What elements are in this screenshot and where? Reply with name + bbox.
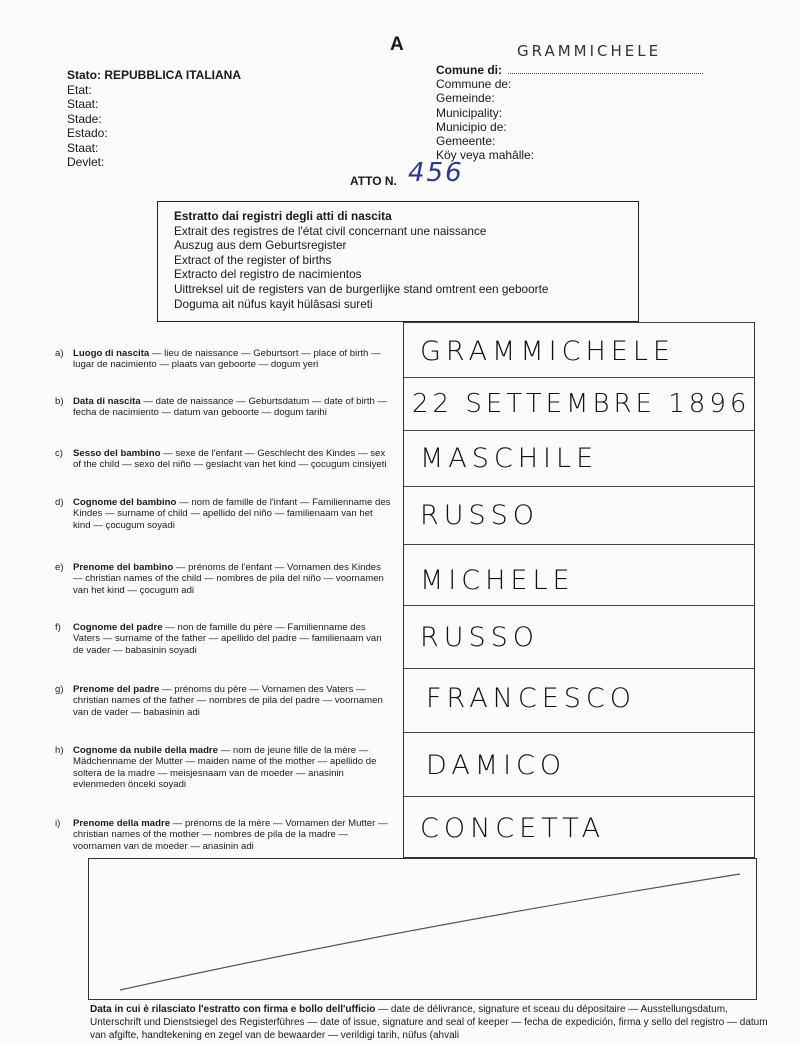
comune-translation: Municipio de: [436,119,507,134]
stato-translation: Staat: [67,97,99,111]
atto-number: 456 [408,158,464,188]
extract-line: Uittreksel uit de registers van de burgerlijke stand omtrent een geboorte [174,281,549,296]
field-label-mother-maiden: h) Cognome da nubile della madre — nom de jeune fille de la mère — Mädchenname der Mutter — maiden name of the mother — apellido de soltera de la madre — meisjesnaam van de moeder — anasinin evlenmeden önceki soyadi [55,745,377,790]
value-birthplace: GRAMMICHELE [420,336,675,367]
field-label-birthdate: b) Data di nascita — date de naissance — Geburtsdatum — date of birth — fecha de nacimiento — datum van geboorte — dogum tarihi [55,396,388,419]
row-divider [404,430,754,431]
value-father-surname: RUSSO [420,622,540,653]
stato-translation: Stade: [67,111,102,126]
row-divider [404,486,754,487]
extract-line: Extrait des registres de l'état civil concernant une naissance [174,223,487,238]
stato-translation: Etat: [67,82,92,97]
field-label-child-name: e) Prenome del bambino — prénoms de l'enfant — Vornamen des Kindes — christian names of the child — nombres de pila del niño — voornamen van het kind — çocugum adi [55,562,384,596]
comune-block [436,63,703,162]
comune-translation: Commune de: [436,77,512,92]
extract-line: Doguma ait nüfus kayit hülâsasi sureti [174,296,373,311]
stato-translation: Devlet: [67,155,105,169]
row-divider [404,668,754,669]
field-label-birthplace: a) Luogo di nascita — lieu de naissance — Geburtsort — place of birth — lugar de nacimiento — plaats van geboorte — dogum yeri [55,348,381,371]
row-divider [404,544,754,545]
field-label-mother-name: i) Prenome della madre — prénoms de la mère — Vornamen der Mutter — christian names of the mother — nombres de pila de la madre — voornamen van de moeder — anasinin adi [55,818,388,852]
comune-label: Comune di: [436,63,502,77]
row-divider [404,732,754,733]
extract-line: Auszug aus dem Geburtsregister [174,238,347,253]
field-label-sex: c) Sesso del bambino — sexe de l'enfant — Geschlecht des Kindes — sex of the child — sexo del niño — geslacht van het kind — çocugum cinsiyeti [55,448,387,471]
stato-label: Stato: [67,68,101,82]
issue-date-label: Data in cui è rilasciato l'estratto con firma e bollo dell'ufficio — date de délivrance, signature et sceau du dépositaire — Ausstellungsdatum, Unterschrift und Dienstsiegel des Registerführes — date of issue, signature and seal of keeper — fecha de expedición, firma y sello del registro — datum van afgifte, handtekening en zegel van de bewaarder — verildigi tarih, nüfus (ahvali [90,1004,768,1041]
comune-handwritten: GRAMMICHELE [517,42,662,60]
value-mother-name: CONCETTA [420,813,606,844]
form-letter: A [390,34,404,55]
extract-line: Extract of the register of births [174,252,332,267]
comune-translation: Municipality: [436,105,503,120]
atto-label: ATTO N. [350,174,397,188]
row-divider [404,796,754,797]
extract-line: Extracto del registro de nacimientos [174,267,362,282]
comune-translation: Gemeente: [436,134,496,149]
stato-block [67,68,241,170]
field-label-father-name: g) Prenome del padre — prénoms du père — Vornamen des Vaters — christian names of the father — nombres de pila del padre — voornamen van de vader — babasinin adi [55,684,383,718]
field-label-child-surname: d) Cognome del bambino — nom de famille de l'infant — Familienname des Kindes — surname of child — apellido del niño — familienaam van het kind — çocugum soyadi [55,497,391,531]
field-label-father-surname: f) Cognome del padre — non de famille du père — Familienname des Vaters — surname of the father — apellido del padre — familienaam van de vader — babasinin soyadi [55,622,382,656]
value-sex: MASCHILE [420,443,599,474]
row-divider [404,322,754,323]
row-divider [404,605,754,606]
row-divider [404,377,754,378]
cancellation-stroke [100,868,750,998]
value-child-name: MICHELE [420,565,575,596]
stato-translation: Staat: [67,140,99,155]
value-father-name: FRANCESCO [426,683,637,714]
stato-translation: Estado: [67,126,108,140]
value-mother-maiden: DAMICO [426,750,567,781]
stato-value: REPUBBLICA ITALIANA [104,68,242,82]
value-child-surname: RUSSO [420,500,540,531]
comune-dotted-line [508,64,703,74]
extract-line: Estratto dai registri degli atti di nascita [174,209,392,223]
extract-title-box [157,201,639,322]
comune-translation: Gemeinde: [436,91,495,106]
value-birthdate: 22 SETTEMBRE 1896 [412,389,751,419]
comune-translation: Köy veya mahâlle: [436,148,535,163]
